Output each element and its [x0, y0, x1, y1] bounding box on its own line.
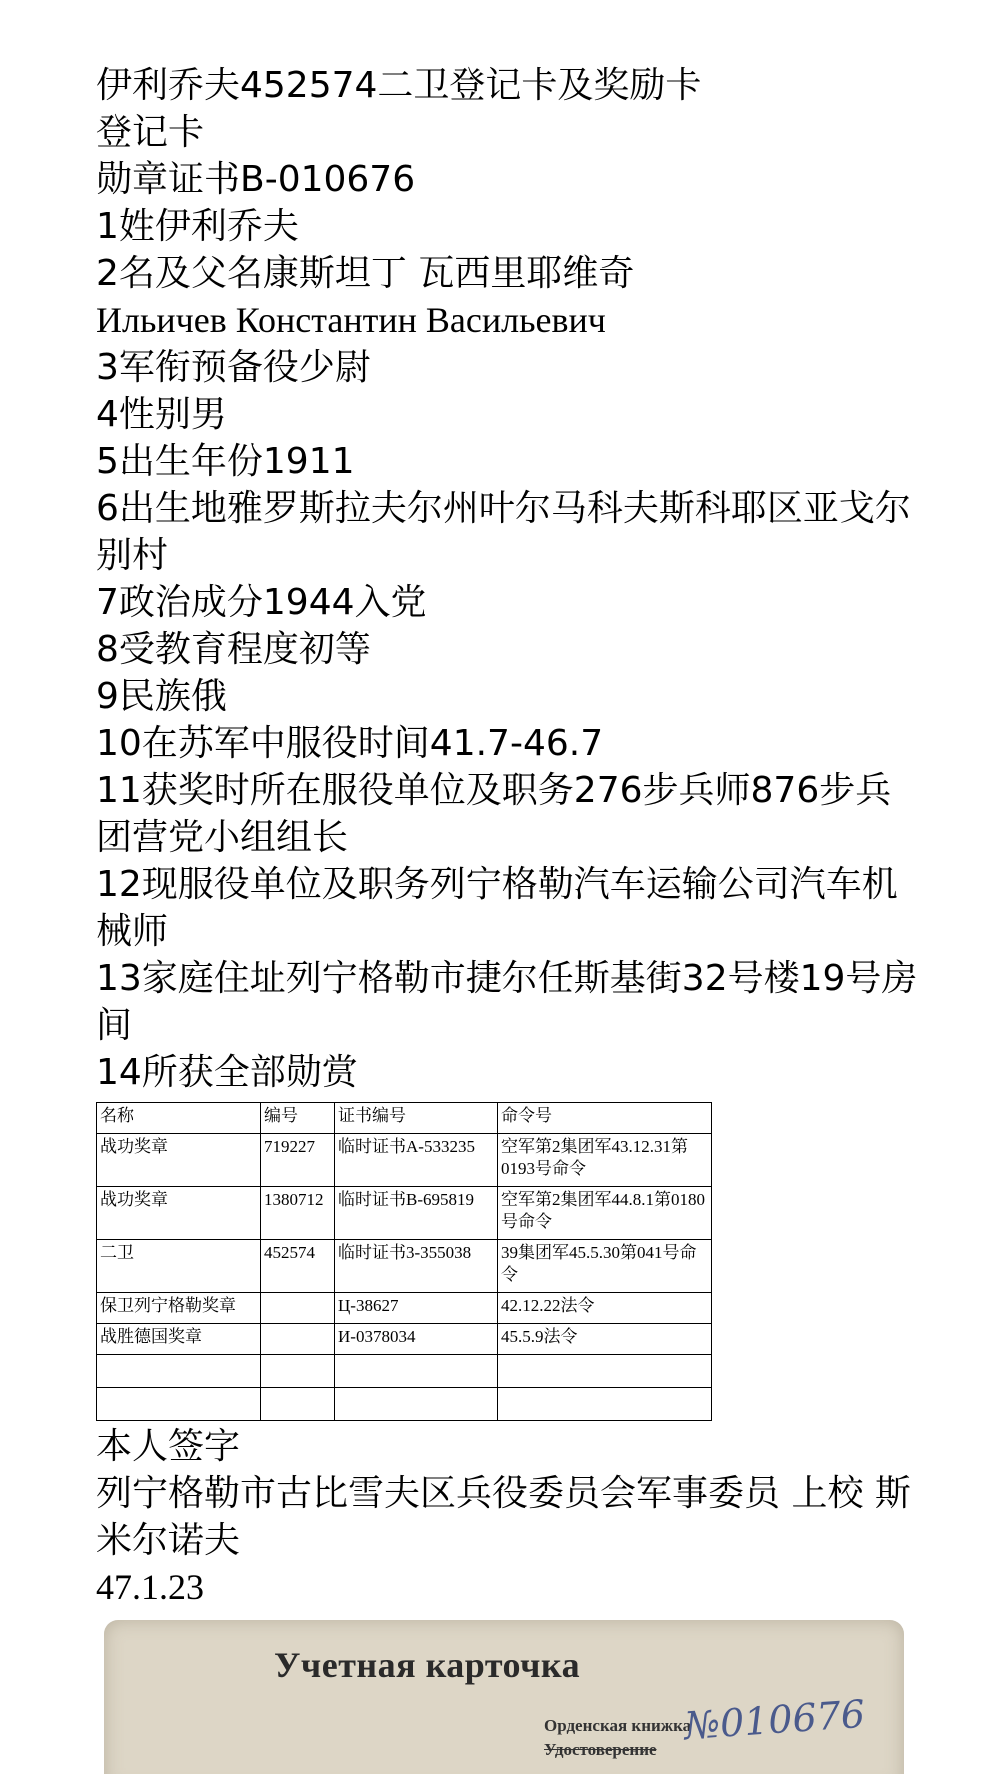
table-cell: [498, 1355, 712, 1388]
scanned-card-image: [96, 1614, 906, 1774]
card-photo: [104, 1620, 904, 1774]
card-title: Учетная карточка: [274, 1645, 581, 1685]
field-current-unit: 12现服役单位及职务列宁格勒汽车运输公司汽车机械师: [96, 864, 898, 952]
table-cell: 战功奖章: [97, 1187, 261, 1240]
table-row: [97, 1134, 712, 1187]
table-cell: [261, 1324, 335, 1355]
table-cell: 452574: [261, 1240, 335, 1293]
table-cell: 保卫列宁格勒奖章: [97, 1293, 261, 1324]
table-cell: 39集团军45.5.30第041号命令: [498, 1240, 712, 1293]
field-surname: 1姓伊利乔夫: [96, 206, 299, 247]
table-cell: [261, 1388, 335, 1421]
document-title: 伊利乔夫452574二卫登记卡及奖励卡: [96, 65, 702, 106]
table-cell: [261, 1355, 335, 1388]
table-cell: 战胜德国奖章: [97, 1324, 261, 1355]
field-sex: 4性别男: [96, 394, 227, 435]
table-row: [97, 1293, 712, 1324]
field-education: 8受教育程度初等: [96, 629, 371, 670]
header-number: 编号: [261, 1103, 335, 1134]
header-order: 命令号: [498, 1103, 712, 1134]
table-cell: 二卫: [97, 1240, 261, 1293]
table-cell: [498, 1388, 712, 1421]
field-given-names: 2名及父名康斯坦丁 瓦西里耶维奇: [96, 253, 635, 294]
field-service-period: 10在苏军中服役时间41.7-46.7: [96, 723, 604, 764]
table-cell: 42.12.22法令: [498, 1293, 712, 1324]
table-cell: [97, 1355, 261, 1388]
table-row: [97, 1324, 712, 1355]
table-cell: [97, 1388, 261, 1421]
table-row: [97, 1388, 712, 1421]
handwritten-number: №010676: [682, 1691, 867, 1749]
table-header-row: [97, 1103, 712, 1134]
issue-date: 47.1.23: [96, 1567, 204, 1607]
table-cell: Ц-38627: [335, 1293, 498, 1324]
russian-full-name: Ильичев Константин Васильевич: [96, 300, 606, 340]
table-row: [97, 1240, 712, 1293]
header-name: 名称: [97, 1103, 261, 1134]
card-certificate-label: Удостоверение: [544, 1740, 657, 1759]
table-row: [97, 1355, 712, 1388]
table-cell: 45.5.9法令: [498, 1324, 712, 1355]
field-birth-year: 5出生年份1911: [96, 441, 355, 482]
awards-table: [96, 1102, 712, 1421]
field-party-membership: 7政治成分1944入党: [96, 582, 427, 623]
field-birthplace: 6出生地雅罗斯拉夫尔州叶尔马科夫斯科耶区亚戈尔别村: [96, 488, 911, 576]
table-row: [97, 1187, 712, 1240]
table-cell: 719227: [261, 1134, 335, 1187]
table-cell: 临时证书A-533235: [335, 1134, 498, 1187]
table-cell: [335, 1355, 498, 1388]
table-cell: 战功奖章: [97, 1134, 261, 1187]
table-cell: 临时证书B-695819: [335, 1187, 498, 1240]
table-cell: 空军第2集团军43.12.31第0193号命令: [498, 1134, 712, 1187]
card-booklet-label: Орденская книжка: [544, 1716, 692, 1735]
signature-label: 本人签字: [96, 1426, 241, 1467]
table-cell: [261, 1293, 335, 1324]
table-cell: 1380712: [261, 1187, 335, 1240]
table-cell: 临时证书3-355038: [335, 1240, 498, 1293]
table-cell: [335, 1388, 498, 1421]
card-type-heading: 登记卡: [96, 112, 205, 153]
field-nationality: 9民族俄: [96, 676, 227, 717]
field-rank: 3军衔预备役少尉: [96, 347, 371, 388]
field-unit-at-award: 11获奖时所在服役单位及职务276步兵师876步兵团营党小组组长: [96, 770, 892, 858]
field-all-awards: 14所获全部勋赏: [96, 1052, 358, 1093]
document-body: [96, 62, 926, 1611]
table-cell: И-0378034: [335, 1324, 498, 1355]
military-commissar: 列宁格勒市古比雪夫区兵役委员会军事委员 上校 斯米尔诺夫: [96, 1473, 911, 1561]
field-home-address: 13家庭住址列宁格勒市捷尔任斯基街32号楼19号房间: [96, 958, 918, 1046]
table-cell: 空军第2集团军44.8.1第0180号命令: [498, 1187, 712, 1240]
order-booklet-number: 勋章证书B-010676: [96, 159, 416, 200]
header-certificate: 证书编号: [335, 1103, 498, 1134]
